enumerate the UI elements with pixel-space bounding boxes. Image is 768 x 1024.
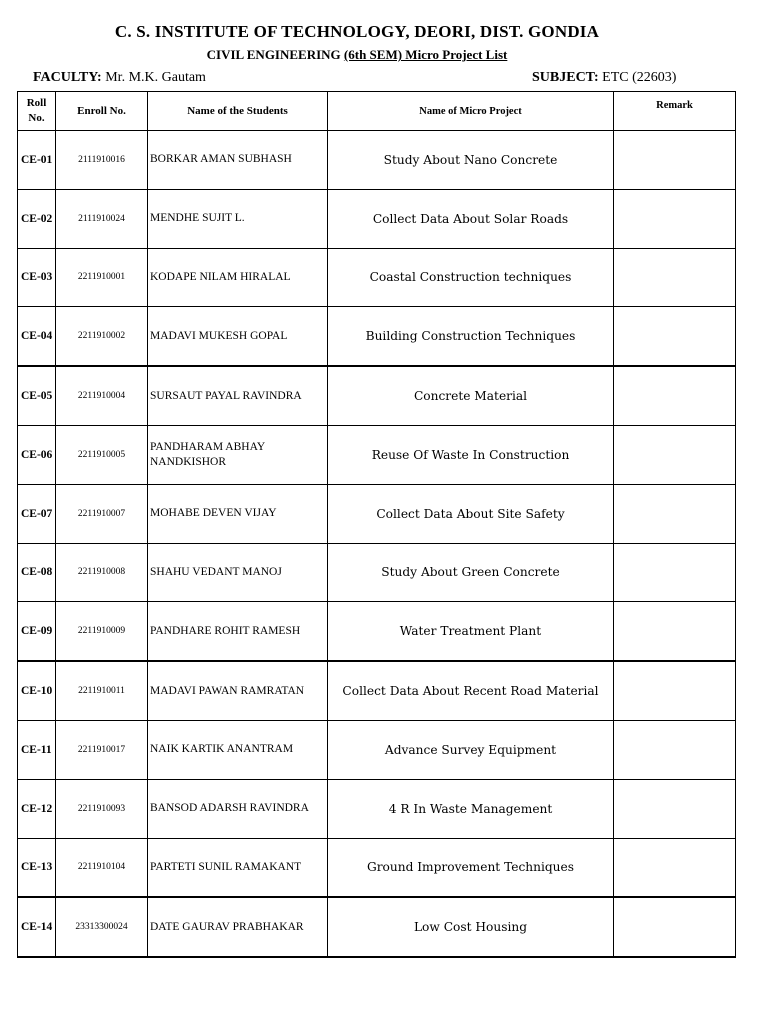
project-name: Building Construction Techniques xyxy=(328,307,614,366)
enroll-number: 2111910024 xyxy=(56,189,148,248)
column-header-enroll: Enroll No. xyxy=(56,92,148,131)
student-name: SURSAUT PAYAL RAVINDRA xyxy=(148,366,328,425)
remark-cell xyxy=(614,484,736,543)
student-name: BANSOD ADARSH RAVINDRA xyxy=(148,779,328,838)
project-name: Coastal Construction techniques xyxy=(328,248,614,307)
enroll-number: 2211910093 xyxy=(56,779,148,838)
list-title: (6th SEM) Micro Project List xyxy=(343,47,508,62)
enroll-number: 2211910001 xyxy=(56,248,148,307)
student-name: DATE GAURAV PRABHAKAR xyxy=(148,897,328,957)
project-name: Study About Nano Concrete xyxy=(328,131,614,190)
roll-number: CE-11 xyxy=(18,720,56,779)
faculty-line xyxy=(33,70,206,86)
student-name: PANDHARAM ABHAY NANDKISHOR xyxy=(148,425,328,484)
enroll-number: 2211910009 xyxy=(56,602,148,661)
project-name: Reuse Of Waste In Construction xyxy=(328,425,614,484)
remark-cell xyxy=(614,779,736,838)
enroll-number: 2211910017 xyxy=(56,720,148,779)
roll-number: CE-08 xyxy=(18,543,56,602)
faculty-label: FACULTY: xyxy=(33,70,102,85)
roll-number: CE-10 xyxy=(18,661,56,720)
remark-cell xyxy=(614,838,736,897)
roll-number: CE-06 xyxy=(18,425,56,484)
student-name: NAIK KARTIK ANANTRAM xyxy=(148,720,328,779)
remark-cell xyxy=(614,366,736,425)
faculty-value: Mr. M.K. Gautam xyxy=(105,70,206,85)
remark-cell xyxy=(614,248,736,307)
remark-cell xyxy=(614,720,736,779)
enroll-number: 2211910004 xyxy=(56,366,148,425)
remark-cell xyxy=(614,131,736,190)
project-name: 4 R In Waste Management xyxy=(328,779,614,838)
enroll-number: 2211910007 xyxy=(56,484,148,543)
table-row xyxy=(18,779,736,838)
project-name: Study About Green Concrete xyxy=(328,543,614,602)
list-subtitle xyxy=(0,47,714,63)
table-row xyxy=(18,484,736,543)
student-name: SHAHU VEDANT MANOJ xyxy=(148,543,328,602)
column-header-remark: Remark xyxy=(614,92,736,131)
roll-number: CE-02 xyxy=(18,189,56,248)
student-name: MADAVI MUKESH GOPAL xyxy=(148,307,328,366)
project-name: Advance Survey Equipment xyxy=(328,720,614,779)
table-row xyxy=(18,366,736,425)
column-header-project: Name of Micro Project xyxy=(328,92,614,131)
table-row xyxy=(18,131,736,190)
project-name: Collect Data About Site Safety xyxy=(328,484,614,543)
enroll-number: 2211910002 xyxy=(56,307,148,366)
roll-number: CE-04 xyxy=(18,307,56,366)
subject-value: ETC (22603) xyxy=(602,70,677,85)
roll-number: CE-13 xyxy=(18,838,56,897)
student-name: PANDHARE ROHIT RAMESH xyxy=(148,602,328,661)
table-header-row xyxy=(18,92,736,131)
table-row xyxy=(18,838,736,897)
project-name: Collect Data About Solar Roads xyxy=(328,189,614,248)
project-name: Ground Improvement Techniques xyxy=(328,838,614,897)
department-name: CIVIL ENGINEERING xyxy=(206,47,341,62)
table-row xyxy=(18,602,736,661)
roll-number: CE-03 xyxy=(18,248,56,307)
remark-cell xyxy=(614,897,736,957)
roll-number: CE-01 xyxy=(18,131,56,190)
student-name: PARTETI SUNIL RAMAKANT xyxy=(148,838,328,897)
enroll-number: 2211910005 xyxy=(56,425,148,484)
student-name: KODAPE NILAM HIRALAL xyxy=(148,248,328,307)
project-name: Low Cost Housing xyxy=(328,897,614,957)
roll-number: CE-12 xyxy=(18,779,56,838)
roll-number: CE-05 xyxy=(18,366,56,425)
table-row xyxy=(18,248,736,307)
enroll-number: 23313300024 xyxy=(56,897,148,957)
student-name: MOHABE DEVEN VIJAY xyxy=(148,484,328,543)
enroll-number: 2111910016 xyxy=(56,131,148,190)
project-name: Collect Data About Recent Road Material xyxy=(328,661,614,720)
project-name: Water Treatment Plant xyxy=(328,602,614,661)
table-row xyxy=(18,897,736,957)
remark-cell xyxy=(614,307,736,366)
roll-number: CE-14 xyxy=(18,897,56,957)
micro-project-table xyxy=(17,91,736,958)
remark-cell xyxy=(614,189,736,248)
remark-cell xyxy=(614,602,736,661)
subject-label: SUBJECT: xyxy=(532,70,599,85)
table-row xyxy=(18,425,736,484)
table-row xyxy=(18,661,736,720)
column-header-roll: Roll No. xyxy=(18,92,56,131)
table-row xyxy=(18,543,736,602)
table-row xyxy=(18,720,736,779)
enroll-number: 2211910104 xyxy=(56,838,148,897)
institute-title: C. S. INSTITUTE OF TECHNOLOGY, DEORI, DIST. GONDIA xyxy=(114,22,600,41)
enroll-number: 2211910011 xyxy=(56,661,148,720)
roll-number: CE-09 xyxy=(18,602,56,661)
table-row xyxy=(18,189,736,248)
remark-cell xyxy=(614,425,736,484)
enroll-number: 2211910008 xyxy=(56,543,148,602)
subject-line xyxy=(532,70,676,86)
remark-cell xyxy=(614,661,736,720)
student-name: BORKAR AMAN SUBHASH xyxy=(148,131,328,190)
roll-number: CE-07 xyxy=(18,484,56,543)
column-header-name: Name of the Students xyxy=(148,92,328,131)
remark-cell xyxy=(614,543,736,602)
student-name: MADAVI PAWAN RAMRATAN xyxy=(148,661,328,720)
student-name: MENDHE SUJIT L. xyxy=(148,189,328,248)
table-row xyxy=(18,307,736,366)
project-name: Concrete Material xyxy=(328,366,614,425)
